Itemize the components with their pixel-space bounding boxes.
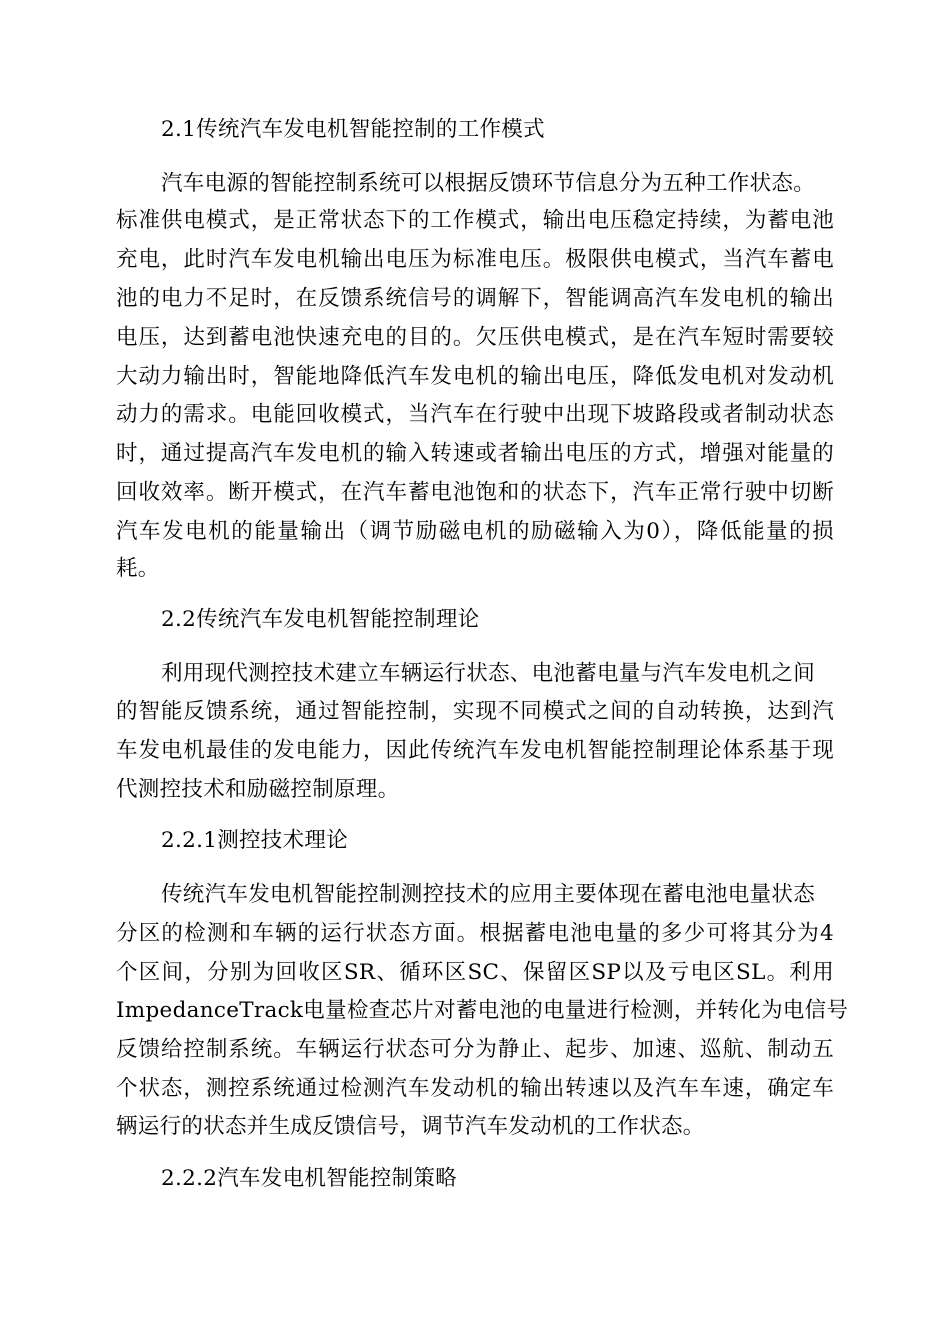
paragraph-line: 利用现代测控技术建立车辆运行状态、电池蓄电量与汽车发电机之间: [161, 661, 816, 686]
paragraph-line: 池的电力不足时，在反馈系统信号的调解下，智能调高汽车发电机的输出: [116, 286, 834, 311]
paragraph-line: 耗。: [116, 556, 160, 581]
paragraph-line: 动力的需求。电能回收模式，当汽车在行驶中出现下坡路段或者制动状态: [116, 402, 834, 427]
paragraph-line: 标准供电模式，是正常状态下的工作模式，输出电压稳定持续，为蓄电池: [116, 208, 834, 233]
paragraph-line: 车发电机最佳的发电能力，因此传统汽车发电机智能控制理论体系基于现: [116, 738, 834, 763]
section-heading-2-2: 2.2传统汽车发电机智能控制理论: [161, 607, 480, 632]
paragraph-line: 反馈给控制系统。车辆运行状态可分为静止、起步、加速、巡航、制动五: [116, 1037, 834, 1062]
paragraph-line: 电压，达到蓄电池快速充电的目的。欠压供电模式，是在汽车短时需要较: [116, 325, 834, 350]
paragraph-line: 的智能反馈系统，通过智能控制，实现不同模式之间的自动转换，达到汽: [116, 699, 834, 724]
paragraph-line: 分区的检测和车辆的运行状态方面。根据蓄电池电量的多少可将其分为4: [116, 921, 834, 946]
paragraph-line: 大动力输出时，智能地降低汽车发电机的输出电压，降低发电机对发动机: [116, 364, 834, 389]
section-heading-2-2-1: 2.2.1测控技术理论: [161, 828, 349, 853]
paragraph-line: 传统汽车发电机智能控制测控技术的应用主要体现在蓄电池电量状态: [161, 882, 816, 907]
paragraph-line: 汽车电源的智能控制系统可以根据反馈环节信息分为五种工作状态。: [161, 171, 816, 196]
paragraph-line: 个区间，分别为回收区SR、循环区SC、保留区SP以及亏电区SL。利用: [116, 960, 834, 985]
paragraph-line: 个状态，测控系统通过检测汽车发动机的输出转速以及汽车车速，确定车: [116, 1076, 834, 1101]
paragraph-line: 汽车发电机的能量输出（调节励磁电机的励磁输入为0），降低能量的损: [116, 519, 834, 544]
paragraph-line: ImpedanceTrack电量检查芯片对蓄电池的电量进行检测，并转化为电信号: [116, 998, 849, 1023]
paragraph-line: 代测控技术和励磁控制原理。: [116, 777, 400, 802]
paragraph-line: 回收效率。断开模式，在汽车蓄电池饱和的状态下，汽车正常行驶中切断: [116, 480, 834, 505]
section-heading-2-1: 2.1传统汽车发电机智能控制的工作模式: [161, 117, 545, 142]
paragraph-line: 辆运行的状态并生成反馈信号，调节汽车发动机的工作状态。: [116, 1114, 705, 1139]
paragraph-line: 充电，此时汽车发电机输出电压为标准电压。极限供电模式，当汽车蓄电: [116, 247, 834, 272]
paragraph-line: 时，通过提高汽车发电机的输入转速或者输出电压的方式，增强对能量的: [116, 441, 834, 466]
section-heading-2-2-2: 2.2.2汽车发电机智能控制策略: [161, 1166, 458, 1191]
